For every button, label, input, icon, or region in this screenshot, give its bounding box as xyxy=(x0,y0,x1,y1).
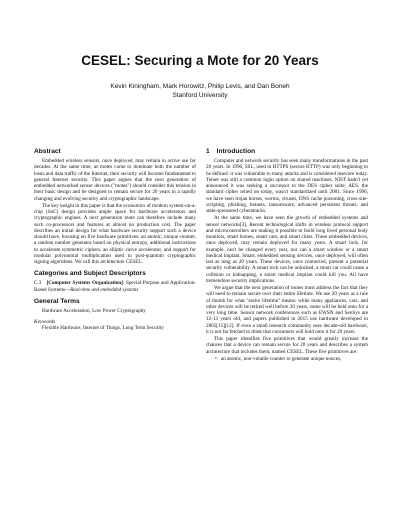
keywords-heading: Keywords xyxy=(34,319,56,325)
left-column xyxy=(34,148,196,332)
introduction-heading xyxy=(206,148,368,156)
primitives-list xyxy=(206,356,368,362)
category-rest-text: : Special-Purpose and Application-Based Systems— xyxy=(34,280,197,293)
intro-paragraph-4: This paper identifies five primitives that would greatly increase the chances that a device can remain secure for 20 years and describes a system architecture that includes them, named CESEL. These five primitives are: xyxy=(206,336,368,355)
abstract-heading: Abstract xyxy=(34,148,61,155)
intro-paragraph-1: Computer and network security has seen many transformations in the past 20 years. In 1996, SSL, used in HTTPS (secure HTTP) was only beginning to be defined: it was vulnerable to many attacks and is considered insecure today. Telnet was still a common login option on shared machines. NIST hadn't yet announced it was seeking a successor to the DES cipher suite; AES, the standard cipher relied on today, wasn't standardized until 2001. Since 1996, we have seen trojan horses, worms, viruses, DNS cache poisoning, cross-site-scripting, phishing, botnets, ransomware, advanced persistent threats, and state-sponsored cyberattacks. xyxy=(206,158,368,214)
section-number: 1 xyxy=(206,148,210,155)
keywords-text: Flexible Hardware, Internet of Things, Long Term Security xyxy=(42,325,164,332)
general-terms-text: Hardware Acceleration, Low Power Cryptography xyxy=(42,307,146,314)
abstract-paragraph-1: Embedded wireless sensors, once deployed, may remain in active use for decades. At the same time, as motes come to dominate both the number of hosts and data traffic of the Internet, their security will become fundamental to general Internet security. This paper argues that the next generation of embedded networked sensor devices ("motes") should consider this tension in their basic design and be designed to remain secure for 20 years in a rapidly changing and evolving security and cryptographic landscape. xyxy=(34,158,196,202)
category-bold-text: [Computer Systems Organization] xyxy=(46,280,123,287)
intro-paragraph-2: At the same time, we have seen the growth of embedded systems and sensor networks[3]. Recent technological shifts in wireless protocol support and microcontrollers are making it possible to build long lived personal body monitors, smart homes, smart cars, and smart cities. These embedded devices, once deployed, may remain deployed for many years. A smart lock, for example, can't be changed every year, nor can a smart window or a smart medical implant. Smart, embedded sensing devices, once deployed, will often last as long as 20 years. These devices, once connected, present a potential security vulnerability. A smart lock can be unlocked, a smart car could cause a collision or kidnapping, a smart medical implant could kill you. All have tremendous security implications. xyxy=(206,215,368,284)
author-affiliation: Stanford University xyxy=(172,92,228,99)
categories-heading: Categories and Subject Descriptors xyxy=(34,270,146,278)
paper-title: CESEL: Securing a Mote for 20 Years xyxy=(81,53,319,68)
category-code: C.3 xyxy=(34,280,42,287)
section-title: Introduction xyxy=(216,148,256,155)
intro-paragraph-3: We argue that the next generation of motes must address the fact that they will need to remain secure over their entire lifetime. We use 20 years as a rule of thumb for what "entire lifetime" means: while many appliances, cars, and other devices will be retired well before 20 years, some will be held onto for a very long time. Sensor network conferences such as EWSN and SenSys are 12-13 years old, and papers published in 2015 use hardware developed in 2005[15][12]. If even a small research community uses decade-old hardware, it is not far fetched to think that consumers will hold onto it for 20 years. xyxy=(206,285,368,335)
category-italic-tail: Real-time and embedded systems xyxy=(70,286,139,293)
author-list: Kevin Kiningham, Mark Horowitz, Philip Levis, and Dan Boneh xyxy=(110,83,290,90)
general-terms-heading: General Terms xyxy=(34,297,80,305)
abstract-paragraph-2: The key insight in this paper is that the economics of modern system-on-a-chip (SoC) design provides ample space for hardware accelerators and cryptographic engines. A next generation mote can therefore include many such co-processors and features at almost no production cost. The paper describes an initial design for what hardware security support such a device should have, focusing on five hardware primitives: an atomic, unique counter, a random number generator based on physical entropy, additional instructions to accelerate symmetric ciphers, an elliptic curve accelerator, and support for modular polynomial multiplication used in post-quantum cryptographic signing algorithms. We call this architecture CESEL. xyxy=(34,202,196,265)
list-item: • an atomic, non-volatile counter to generate unique nonces, xyxy=(215,356,368,362)
categories-text xyxy=(34,280,196,293)
right-column xyxy=(206,148,368,362)
